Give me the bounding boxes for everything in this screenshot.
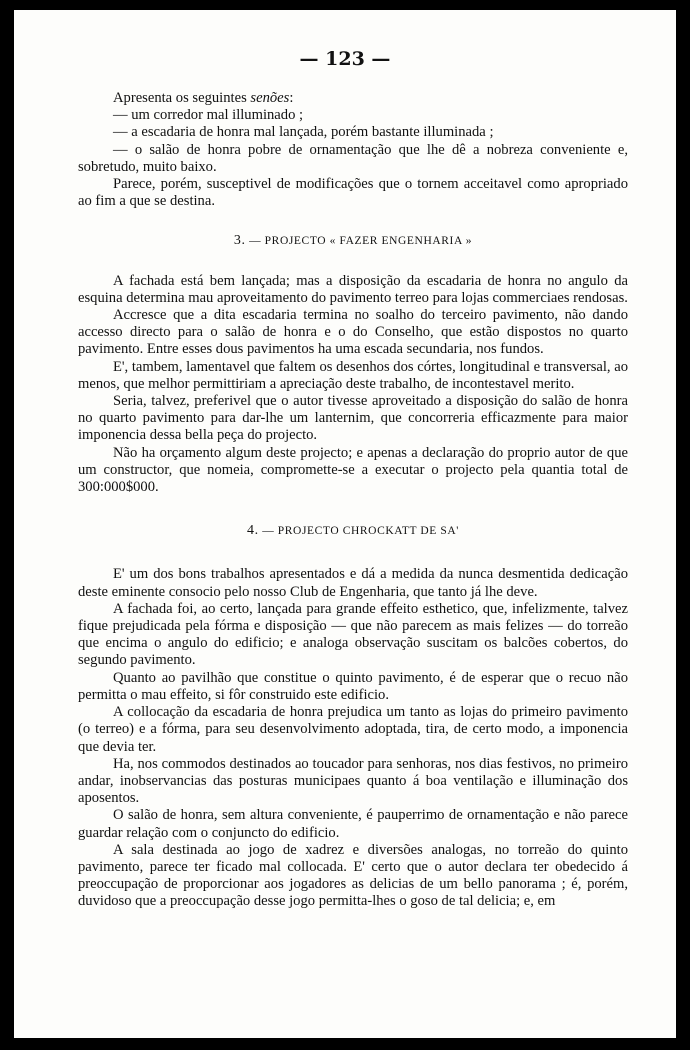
section-number: 3. — [233, 233, 246, 249]
document-page — [14, 10, 676, 1038]
intro-lead-end: : — [289, 90, 294, 106]
page-number: — 123 — — [299, 48, 391, 70]
body-paragraph: E', tambem, lamentavel que faltem os desenhos dos córtes, longitudinal e transversal, ao menos, que melhor permittiriam a apreciação deste trabalho, de incontestavel merito. — [78, 358, 628, 392]
list-item: — a escadaria de honra mal lançada, porém bastante illuminada ; — [113, 124, 494, 141]
body-paragraph: A fachada está bem lançada; mas a disposição da escadaria de honra no angulo da esquina determina mau aproveitamento do pavimento terreo para lojas commerciaes rendosas. — [78, 272, 628, 306]
body-paragraph: E' um dos bons trabalhos apresentados e dá a medida da nunca desmentida dedicação deste eminente consocio pelo nosso Club de Engenharia, que tanto já lhe deve. — [78, 566, 628, 600]
body-paragraph: Ha, nos commodos destinados ao toucador para senhoras, nos dias festivos, no primeiro andar, inobservancias das posturas municipaes quanto á boa ventilação e illuminação dos aposentos. — [78, 755, 628, 807]
section-heading-4 — [78, 522, 628, 540]
list-item: — o salão de honra pobre de ornamentação que lhe dê a nobreza conveniente e, sobretudo, muito baixo. — [78, 141, 628, 175]
body-paragraph: Quanto ao pavilhão que constitue o quinto pavimento, é de esperar que o recuo não permitta o mau effeito, si fôr construido este edificio. — [78, 669, 628, 703]
body-paragraph: Accresce que a dita escadaria termina no soalho do terceiro pavimento, não dando accesso directo para o salão de honra e o do Conselho, que estão dispostos no quarto pavimento. Entre esses dous pavimentos ha uma escada secundaria, nos fundos. — [78, 307, 628, 358]
section-title: — PROJECTO « FAZER ENGENHARIA » — [249, 235, 473, 248]
body-paragraph: A fachada foi, ao certo, lançada para grande effeito esthetico, que, infelizmente, talvez fique prejudicada pela fórma e disposição — que não parecem as mais felizes — do torreão que encima o angulo do edificio; e analoga observação suscitam os balcões cobertos, do segundo pavimento. — [78, 600, 628, 669]
body-paragraph: O salão de honra, sem altura conveniente, é pauperrimo de ornamentação e não parece guardar relação com o conjuncto do edificio. — [78, 807, 628, 841]
body-paragraph: A sala destinada ao jogo de xadrez e diversões analogas, no torreão do quinto pavimento, parece ter ficado mal collocada. E' certo que o autor declara ter obedecido á preoccupação de proporcionar aos jogadores as delicias de um bello panorama ; é, porém, duvidoso que a preoccupação desse jogo permitta-lhes o goso de tal delicia; e, em — [78, 841, 628, 910]
section-heading-3 — [78, 232, 628, 250]
page-content — [78, 90, 628, 911]
list-item: — um corredor mal illuminado ; — [113, 107, 304, 124]
body-paragraph: Não ha orçamento algum deste projecto; e apenas a declaração do proprio autor de que um constructor, que nomeia, compromette-se a executar o projecto pela quantia total de 300:000$000. — [78, 444, 628, 496]
intro-paragraph — [78, 90, 628, 107]
body-paragraph: Seria, talvez, preferivel que o autor tivesse aproveitado a disposição do salão de honra no quarto pavimento para dar-lhe um lanternim, que concorreria efficazmente para maior imponencia dessa bella peça do projecto. — [78, 393, 628, 444]
conclusion-paragraph: Parece, porém, susceptivel de modificações que o tornem acceitavel como apropriado ao fim a que se destina. — [78, 176, 628, 210]
body-paragraph: A collocação da escadaria de honra prejudica um tanto as lojas do primeiro pavimento (o terreo) e a fórma, para seu desenvolvimento adoptada, tira, de certo modo, a imponencia que devia ter. — [78, 704, 628, 755]
intro-lead: Apresenta os seguintes — [113, 90, 251, 106]
section-number: 4. — [247, 523, 259, 539]
section-title: — PROJECTO CHROCKATT DE SA' — [262, 525, 459, 538]
intro-italic-word: senões — [250, 90, 290, 106]
